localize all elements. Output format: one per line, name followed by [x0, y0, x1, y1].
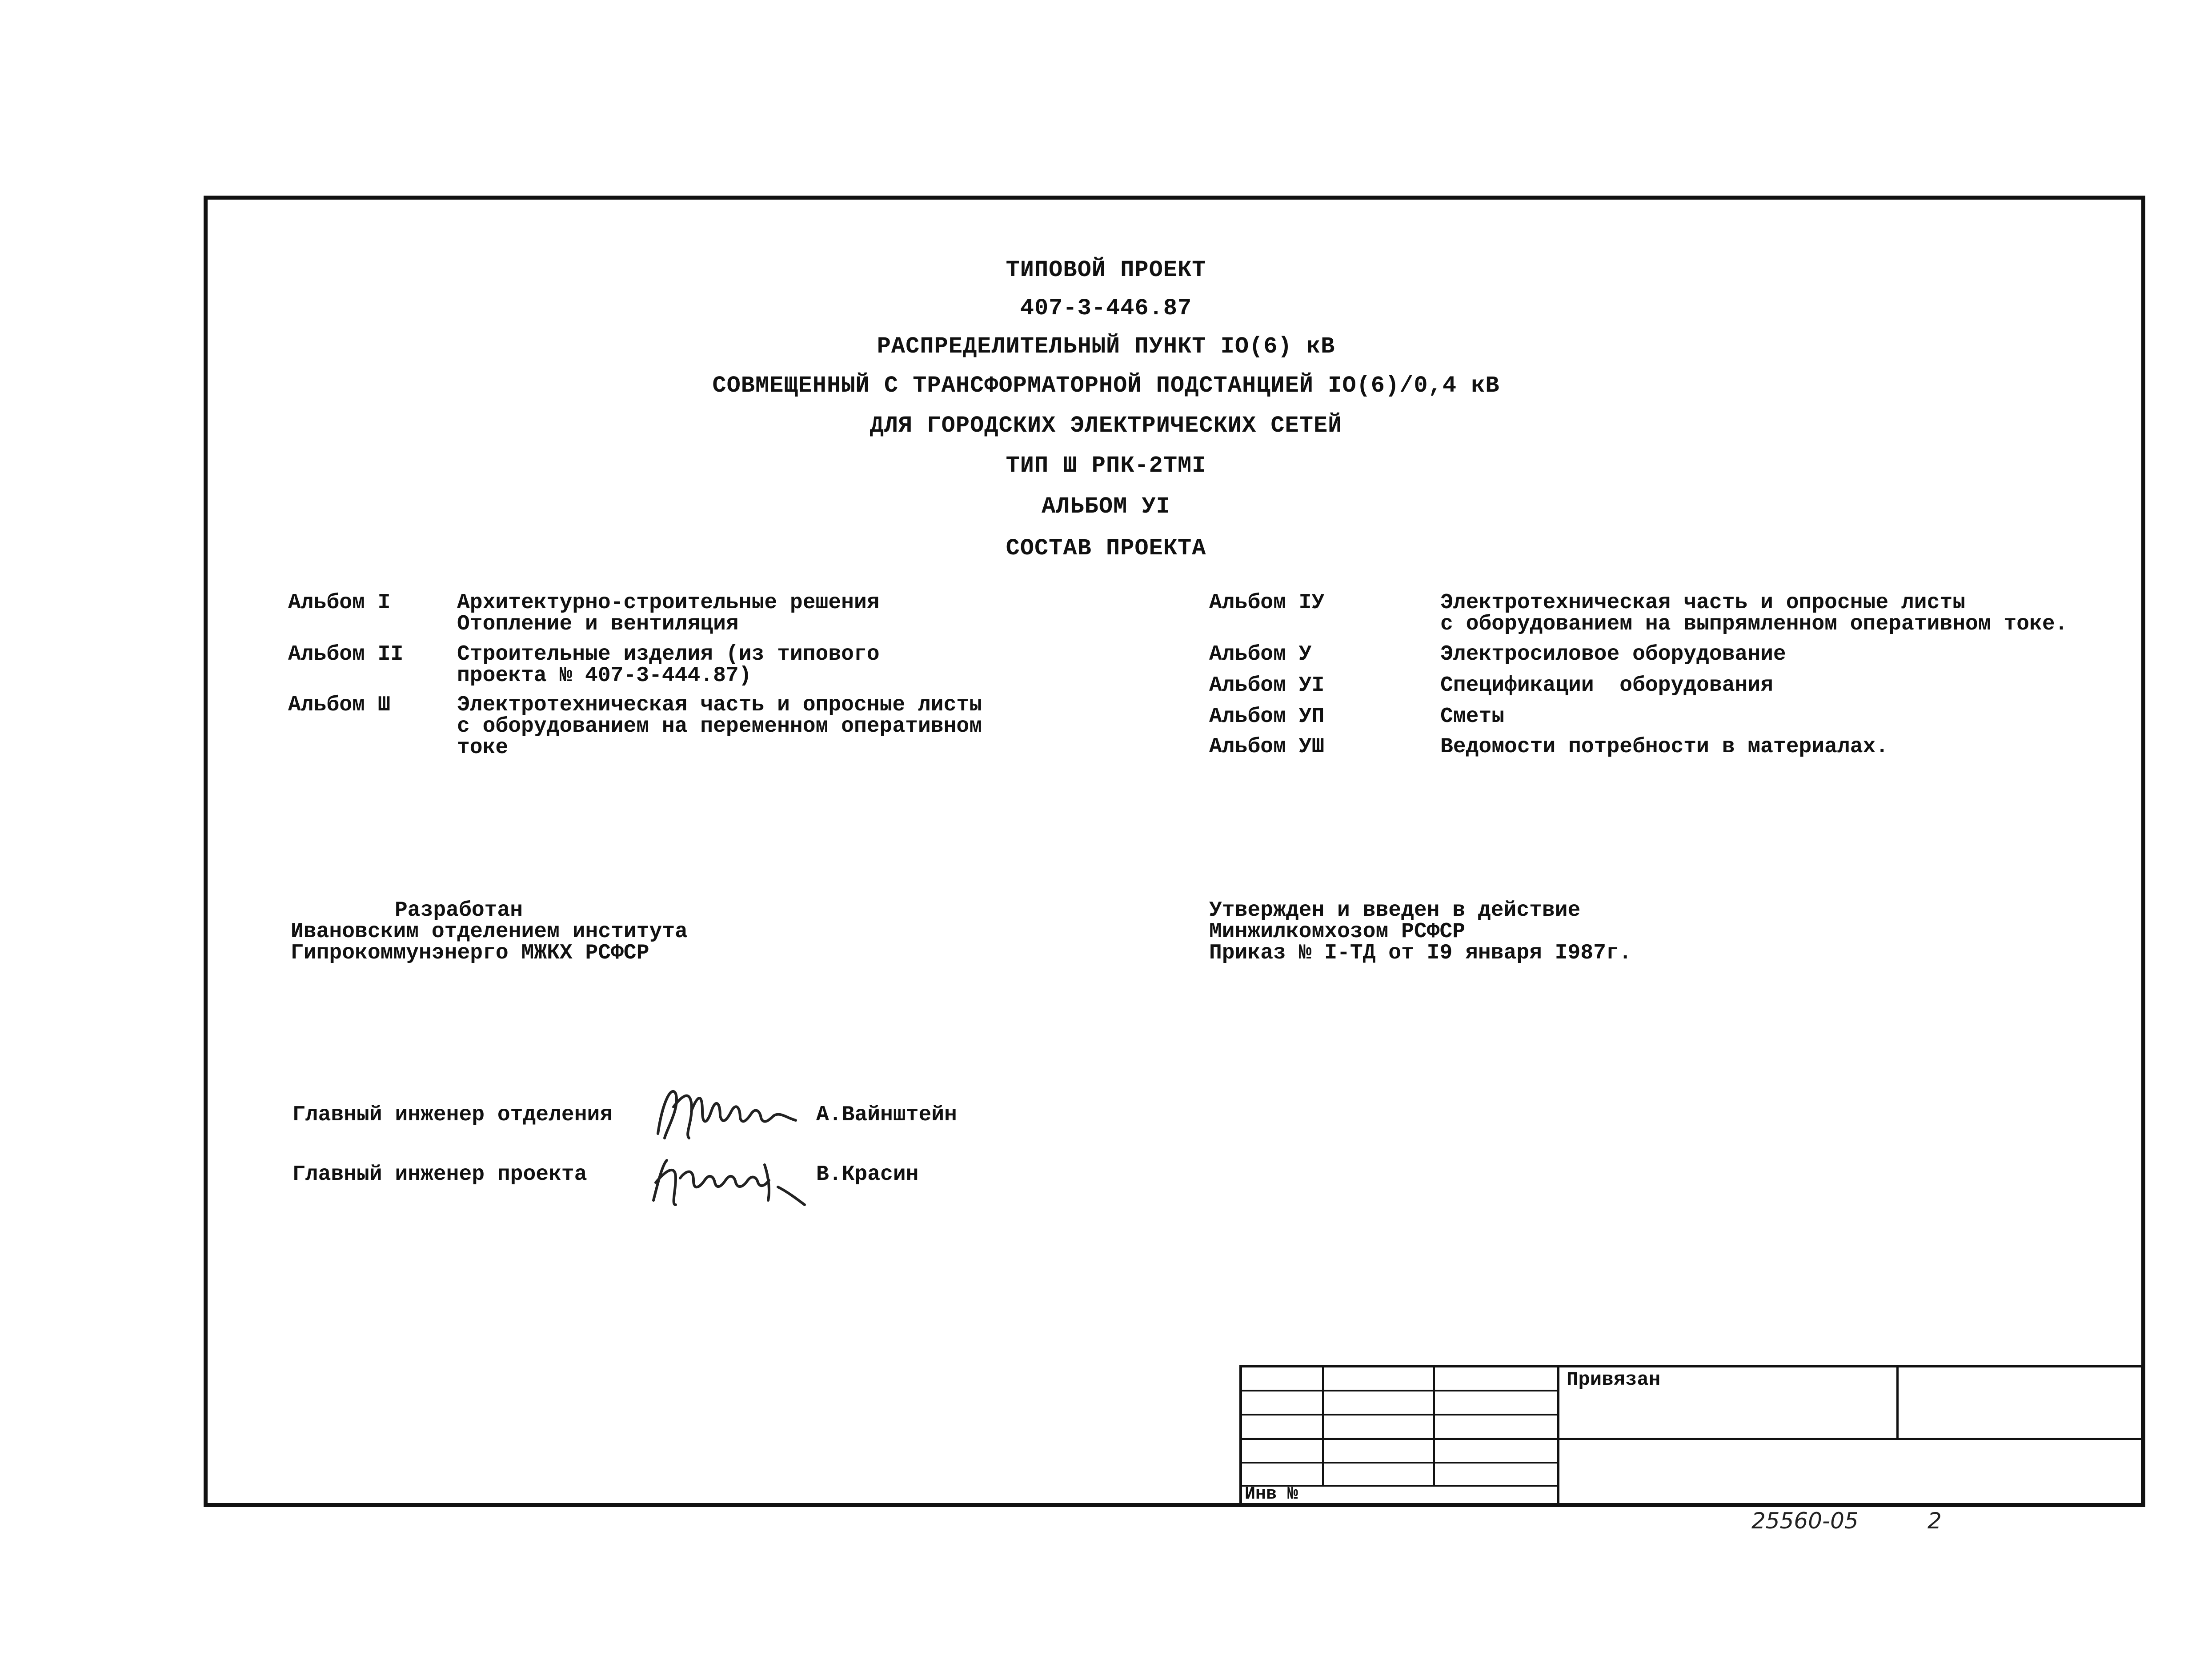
- album-label: Альбом IУ: [1209, 591, 1325, 615]
- album-desc: Строительные изделия (из типового проекта № 407-3-444.87): [457, 642, 880, 688]
- title-line-5: ДЛЯ ГОРОДСКИХ ЭЛЕКТРИЧЕСКИХ СЕТЕЙ: [870, 413, 1342, 439]
- album-label: Альбом Ш: [288, 693, 391, 717]
- signature-mark: [645, 1138, 813, 1214]
- album-label: Альбом I: [288, 591, 391, 615]
- project-number: 407-3-446.87: [1020, 295, 1192, 321]
- stamp-table: [1239, 1365, 2144, 1506]
- album-title: АЛЬБОМ УI: [1042, 493, 1170, 520]
- album-desc: Архитектурно-строительные решения Отопление и вентиляция: [457, 591, 880, 636]
- album-label: Альбом УI: [1209, 674, 1325, 698]
- album-label: Альбом УП: [1209, 705, 1325, 729]
- title-line-4: СОВМЕЩЕННЫЙ С ТРАНСФОРМАТОРНОЙ ПОДСТАНЦИЕЙ IO(6)/0,4 кВ: [712, 373, 1500, 399]
- bound-label: Привязан: [1567, 1369, 1661, 1391]
- inventory-number-label: Инв №: [1245, 1484, 1298, 1504]
- developed-title: Разработан: [395, 898, 523, 922]
- sheet-number: 2: [1927, 1508, 1942, 1534]
- album-desc: Ведомости потребности в материалах.: [1440, 735, 1889, 759]
- album-desc: Спецификации оборудования: [1440, 674, 1773, 698]
- document-code: 25560-05: [1751, 1508, 1859, 1534]
- title-line-3: РАСПРЕДЕЛИТЕЛЬНЫЙ ПУНКТ IO(6) кВ: [877, 333, 1335, 360]
- approved-line3: Приказ № I-ТД от I9 января I987г.: [1209, 941, 1632, 965]
- doc-type: ТИПОВОЙ ПРОЕКТ: [1006, 257, 1206, 283]
- developed-org-line2: Гипрокоммунэнерго МЖКХ РСФСР: [291, 941, 649, 965]
- signature-name: В.Красин: [816, 1163, 919, 1187]
- album-label: Альбом УШ: [1209, 735, 1325, 759]
- developed-org-line1: Ивановским отделением института: [291, 920, 688, 944]
- album-desc: Сметы: [1440, 705, 1505, 729]
- album-desc: Электросиловое оборудование: [1440, 642, 1786, 666]
- approved-line1: Утвержден и введен в действие: [1209, 898, 1581, 922]
- signature-role: Главный инженер отделения: [293, 1103, 613, 1127]
- album-desc: Электротехническая часть и опросные листы с оборудованием на выпрямленном оперативном токе.: [1440, 591, 2068, 636]
- signature-role: Главный инженер проекта: [293, 1163, 587, 1187]
- approved-line2: Минжилкомхозом РСФСР: [1209, 920, 1466, 944]
- signature-name: А.Вайнштейн: [816, 1103, 957, 1127]
- section-title: СОСТАВ ПРОЕКТА: [1006, 535, 1206, 561]
- album-desc: Электротехническая часть и опросные листы с оборудованием на переменном оперативном токе: [457, 693, 982, 760]
- title-line-6: ТИП Ш РПК-2ТМI: [1006, 453, 1206, 479]
- album-label: Альбом У: [1209, 642, 1312, 666]
- album-label: Альбом II: [288, 642, 404, 666]
